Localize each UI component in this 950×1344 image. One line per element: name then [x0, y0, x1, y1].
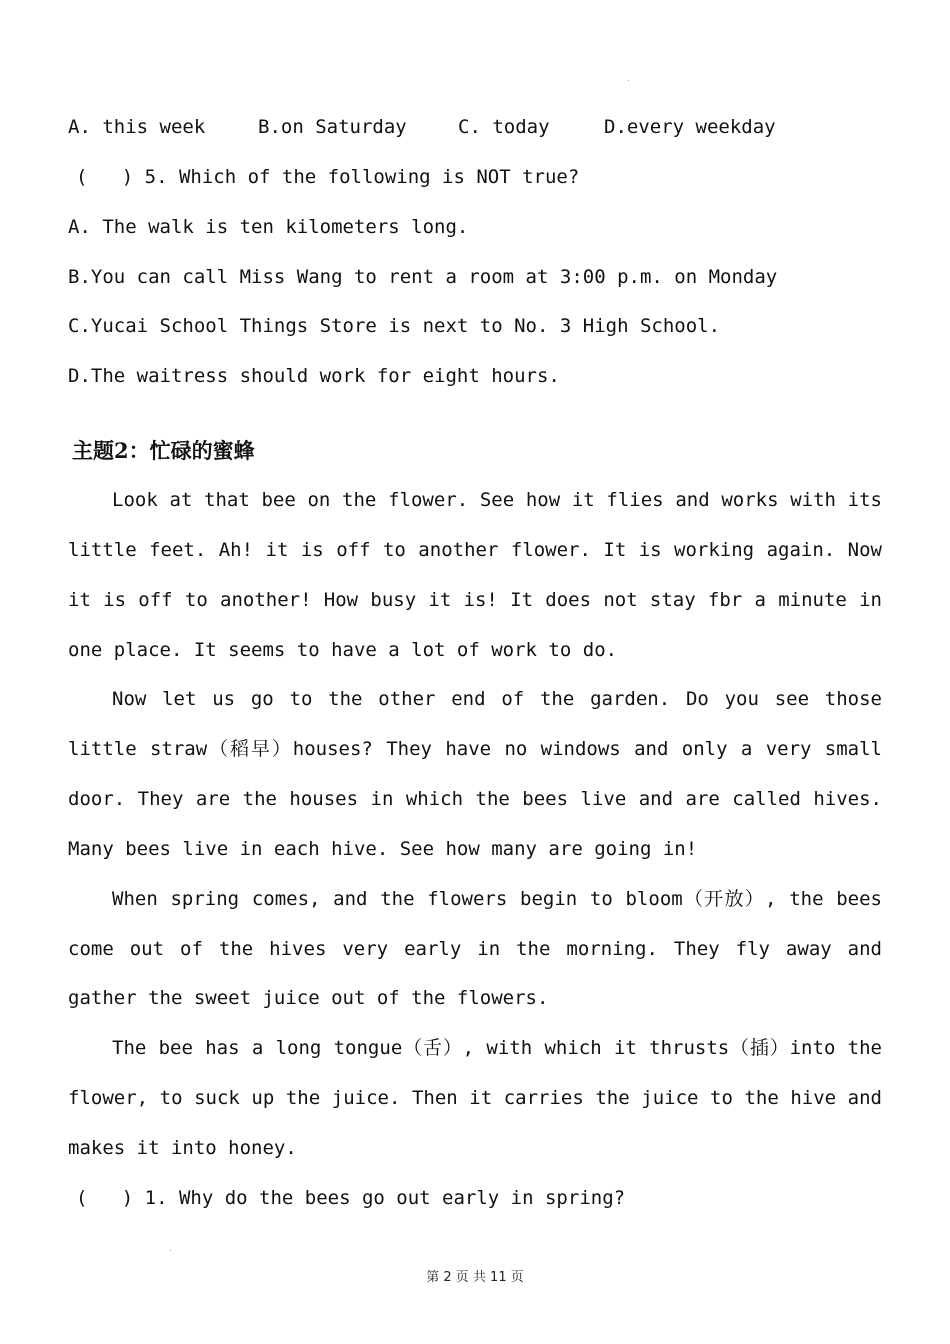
- q4-option-c: C. today: [458, 116, 550, 138]
- q4-option-a: A. this week: [68, 116, 206, 138]
- scan-speck: [628, 80, 629, 81]
- q5-stem: ( ) 5. Which of the following is NOT true?: [76, 166, 580, 188]
- q1-stem: ( ) 1. Why do the bees go out early in spring?: [76, 1187, 626, 1209]
- passage-line: When spring comes, and the flowers begin to bloom（开放）, the bees: [112, 888, 882, 910]
- passage-line: little feet. Ah! it is off to another flower. It is working again. Now: [68, 539, 882, 561]
- passage-line: it is off to another! How busy it is! It does not stay fbr a minute in: [68, 589, 882, 611]
- q5-option-a: A. The walk is ten kilometers long.: [68, 216, 469, 238]
- passage-line: makes it into honey.: [68, 1137, 297, 1159]
- q5-option-c: C.Yucai School Things Store is next to No. 3 High School.: [68, 315, 721, 337]
- passage-line: one place. It seems to have a lot of work to do.: [68, 639, 618, 661]
- passage-line: gather the sweet juice out of the flowers.: [68, 987, 549, 1009]
- scan-speck: [170, 1250, 171, 1251]
- q5-option-b: B.You can call Miss Wang to rent a room at 3:00 p.m. on Monday: [68, 266, 778, 288]
- passage-line: Many bees live in each hive. See how many are going in!: [68, 838, 698, 860]
- passage-line: come out of the hives very early in the morning. They fly away and: [68, 938, 882, 960]
- q4-option-b: B.on Saturday: [258, 116, 407, 138]
- q5-option-d: D.The waitress should work for eight hours.: [68, 365, 560, 387]
- passage-line: Now let us go to the other end of the garden. Do you see those: [112, 688, 882, 710]
- page-footer: 第 2 页 共 11 页: [426, 1270, 524, 1285]
- passage-line: door. They are the houses in which the bees live and are called hives.: [68, 788, 882, 810]
- passage-line: Look at that bee on the flower. See how it flies and works with its: [112, 489, 882, 511]
- q4-option-d: D.every weekday: [604, 116, 776, 138]
- passage-line: The bee has a long tongue（舌）, with which it thrusts（插）into the: [112, 1037, 882, 1059]
- topic-heading: 主题2：忙碌的蜜蜂: [72, 438, 255, 463]
- passage-line: flower, to suck up the juice. Then it carries the juice to the hive and: [68, 1087, 882, 1109]
- passage-line: little straw（稻早）houses? They have no windows and only a very small: [68, 738, 882, 760]
